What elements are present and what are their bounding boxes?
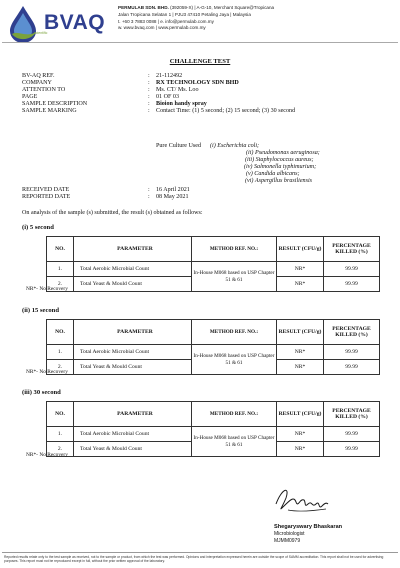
column-header-method: METHOD REF. NO.: [192,237,277,262]
cell-parameter: Total Aerobic Microbial Count [74,345,192,360]
received-date-label: RECEIVED DATE [22,187,70,193]
cell-result: NR* [277,345,324,360]
column-header-result: RESULT (CFU/g) [277,237,324,262]
info-value: 01 OF 03 [156,93,180,100]
table-row [47,427,380,442]
header-divider [2,42,398,43]
column-header-parameter: PARAMETER [74,402,192,427]
cell-no: 1. [47,345,74,360]
report-info-block [22,73,295,114]
cell-pct: 99.99 [324,262,380,277]
cell-no: 2. [47,277,74,292]
column-header-method: METHOD REF. NO.: [192,402,277,427]
column-header-pct: PERCENTAGE KILLED (%) [324,402,380,427]
culture-prefix: Pure Culture Used [156,143,202,149]
results-table [46,236,380,292]
table-header-row [47,402,380,427]
culture-item: (ii) Pseudomonas aeruginosa; [246,149,320,156]
results-table [46,319,380,375]
signatory-id: MJMM0979 [274,538,301,544]
info-colon: : [148,79,150,86]
footer-divider [2,552,398,553]
cell-parameter: Total Yeast & Mould Count [74,442,192,457]
street-address: Jalan Tropicana Selatan 1 | PJU3 47410 Petaling Jaya | Malaysia [118,11,251,17]
company-address-block [118,5,274,32]
signatory-name: Shegaryswary Bhaskaran [274,524,343,530]
cell-result: NR* [277,360,324,375]
cell-method: In-House M068 based on USP Chapter 51 & 61 [192,345,277,375]
culture-list [156,143,320,184]
cell-pct: 99.99 [324,442,380,457]
column-header-no: NO. [47,402,74,427]
section-heading: (iii) 30 second [22,389,61,396]
cell-pct: 99.99 [324,427,380,442]
section-heading: (ii) 15 second [22,307,59,314]
info-label: BV-AQ REF. [22,73,55,79]
column-header-result: RESULT (CFU/g) [277,320,324,345]
info-label: COMPANY [22,79,52,86]
received-date-value: 16 April 2021 [156,187,190,193]
results-intro: On analysis of the sample (s) submitted, the result (s) obtained as follows: [22,210,203,216]
disclaimer-footer: Reported results relate only to the test sample as received, not to the sample or product, from which the test was performed. Opinions and interpretation expressed herein are outside the scope of SAMM accreditation. This report shall not be used for advertising purposes. This report must not be reproduced except in full, without the prior written approval of the laboratory. [4,555,384,564]
info-label: ATTENTION TO [22,86,66,93]
bvaq-logo-drop-icon [6,4,40,44]
cell-no: 2. [47,360,74,375]
info-colon: : [148,93,150,100]
column-header-parameter: PARAMETER [74,237,192,262]
culture-item: (iii) Staphylococcus aureus; [245,156,314,163]
info-row [22,94,295,101]
company-name: PERMULAB SDN. BHD. [118,5,169,10]
signature-image [268,482,334,518]
column-header-no: NO. [47,320,74,345]
cell-result: NR* [277,277,324,292]
info-row [22,87,295,94]
info-value: 21-112492 [156,73,183,79]
cell-result: NR* [277,262,324,277]
info-value: Contact Time: (1) 5 second; (2) 15 second; (3) 30 second [156,107,296,114]
culture-item: (vi) Aspergillus brasiliensis [245,177,313,184]
cell-parameter: Total Yeast & Mould Count [74,360,192,375]
column-header-pct: PERCENTAGE KILLED (%) [324,237,380,262]
no-recovery-note: NR*- No Recovery [26,369,68,375]
company-reg-address: (392059-X) | A-G-10, Merchant Square@Tropicana [168,5,275,10]
info-colon: : [148,73,150,79]
reported-date-value: 08 May 2021 [156,193,189,200]
info-value: Ms. CT/ Ms. Loo [156,86,199,93]
info-row [22,108,295,115]
column-header-result: RESULT (CFU/g) [277,402,324,427]
culture-item: (i) Escherichia coli; [210,143,260,149]
no-recovery-note: NR*- No Recovery [26,286,68,292]
info-value: Bioion handy spray [156,100,207,107]
cell-parameter: Total Yeast & Mould Count [74,277,192,292]
cell-parameter: Total Aerobic Microbial Count [74,262,192,277]
info-label: PAGE [22,93,38,100]
cell-no: 1. [47,262,74,277]
cell-parameter: Total Aerobic Microbial Count [74,427,192,442]
signatory-block [274,524,342,545]
section-heading: (i) 5 second [22,224,54,231]
info-row [22,73,295,80]
info-label: SAMPLE DESCRIPTION [22,100,88,107]
signatory-role: Microbiologist [274,531,305,537]
info-value: RX TECHNOLOGY SDN BHD [156,79,239,86]
cell-result: NR* [277,442,324,457]
info-label: SAMPLE MARKING [22,107,77,114]
column-header-pct: PERCENTAGE KILLED (%) [324,320,380,345]
contact-line: t. +60 3 7883 0088 | e. info@permulab.com.my [118,18,214,24]
cell-no: 2. [47,442,74,457]
cell-method: In-House M068 based on USP Chapter 51 & 61 [192,427,277,457]
column-header-no: NO. [47,237,74,262]
report-title: CHALLENGE TEST [169,58,231,65]
info-colon: : [148,100,150,107]
column-header-method: METHOD REF. NO.: [192,320,277,345]
info-colon: : [148,107,150,114]
info-row [22,80,295,87]
results-table [46,401,380,457]
reported-date-label: REPORTED DATE [22,193,71,200]
info-row [22,101,295,108]
table-row [47,262,380,277]
cell-pct: 99.99 [324,345,380,360]
no-recovery-note: NR*- No Recovery [26,452,68,458]
cell-pct: 99.99 [324,277,380,292]
logo-tagline: scientific [34,31,48,35]
website-line: w. www.bvaq.com | www.permulab.com.my [118,25,206,31]
cell-result: NR* [277,427,324,442]
table-header-row [47,237,380,262]
table-header-row [47,320,380,345]
table-row [47,345,380,360]
dates-block: RECEIVED DATE : 16 April 2021 REPORTED DATE : 08 May 2021 [22,187,190,200]
bvaq-logo-text: BVAQ [44,11,106,34]
info-colon: : [148,86,150,93]
culture-item: (v) Candida albicans; [246,170,300,177]
cell-method: In-House M068 based on USP Chapter 51 & 61 [192,262,277,292]
cell-pct: 99.99 [324,360,380,375]
cell-no: 1. [47,427,74,442]
culture-item: (iv) Salmonella typhimurium; [244,163,317,170]
column-header-parameter: PARAMETER [74,320,192,345]
